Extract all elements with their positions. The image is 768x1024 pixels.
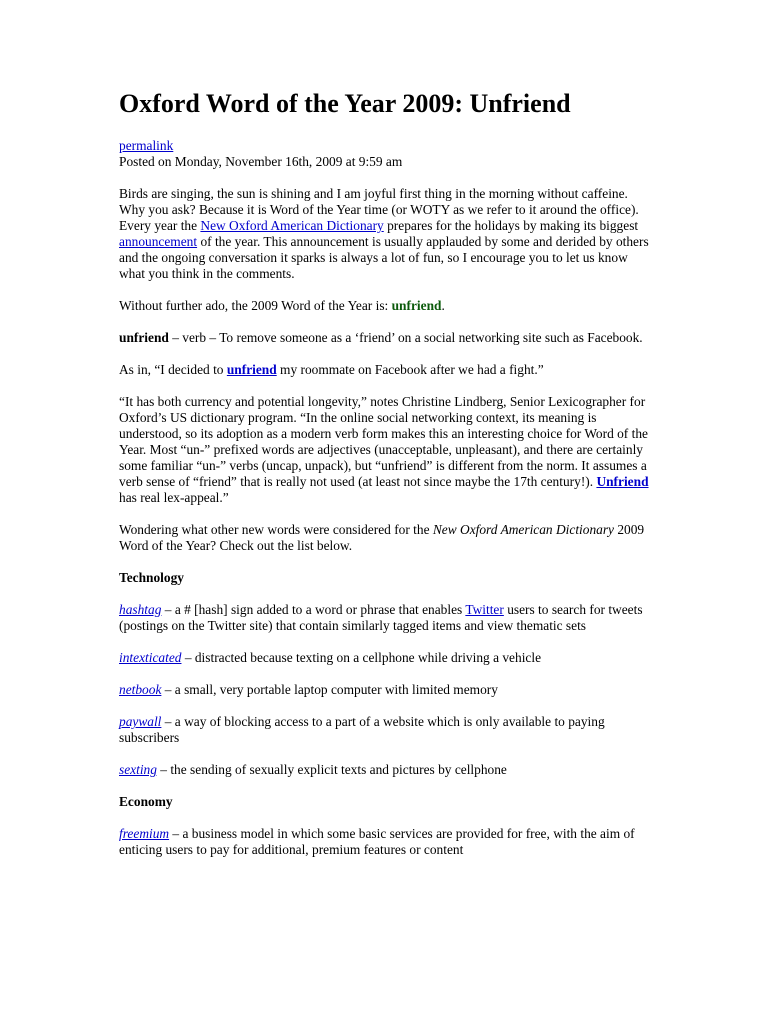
term-definition-tail: users to search for tweets (postings on the Twitter site) that contain similarly tagged items and view thematic sets [119,602,643,633]
wondering-paragraph [119,522,649,554]
article-content [119,88,649,874]
term-link[interactable]: hashtag [119,602,162,617]
term-definition: – a # [hash] sign added to a word or phrase that enables [161,602,466,617]
permalink-link[interactable]: permalink [119,138,174,153]
term-definition: – the sending of sexually explicit texts and pictures by cellphone [156,762,507,777]
term-entry [119,650,649,666]
woty-tail: . [441,298,445,313]
woty-word: unfriend [391,298,442,313]
technology-heading: Technology [119,570,184,585]
economy-heading: Economy [119,794,173,809]
intro-text-2: prepares for the holidays by making its biggest [383,218,639,233]
term-link[interactable]: paywall [119,714,162,729]
announcement-link[interactable]: announcement [119,234,198,249]
term-definition: – distracted because texting on a cellphone while driving a vehicle [181,650,542,665]
definition-paragraph [119,330,649,346]
term-definition: – a way of blocking access to a part of a website which is only available to paying subscribers [119,714,605,745]
intro-text-1: Birds are singing, the sun is shining and I am joyful first thing in the morning without caffeine. Why you ask? Because it is Word of the Year time (or WOTY as we refer to it around the office). Every year the [119,186,639,233]
example-tail: my roommate on Facebook after we had a fight.” [276,362,544,377]
term-entry [119,682,649,698]
intro-paragraph [119,186,649,282]
wondering-lead: Wondering what other new words were considered for the [119,522,433,537]
wondering-tail: 2009 Word of the Year? Check out the list below. [119,522,645,553]
term-entry [119,602,649,634]
unfriend-quote-link[interactable]: Unfriend [596,474,649,489]
term-link[interactable]: freemium [119,826,170,841]
noad-link[interactable]: New Oxford American Dictionary [200,218,384,233]
woty-paragraph [119,298,649,314]
quote-text: “It has both currency and potential longevity,” notes Christine Lindberg, Senior Lexicographer for Oxford’s US dictionary program. “In the online social networking context, its meaning is understood, so its adoption as a modern verb form makes this an interesting choice for Word of the Year. Most “un-” prefixed words are adjectives (unacceptable, unpleasant), and there are certainly some familiar “un-” verbs (uncap, unpack), but “unfriend” is different from the norm. It assumes a verb sense of “friend” that is really not used (at least not since maybe the 17th century!). [119,394,648,489]
definition-word: unfriend [119,330,169,345]
term-link[interactable]: netbook [119,682,162,697]
term-definition: – a business model in which some basic services are provided for free, with the aim of enticing users to pay for additional, premium features or content [119,826,635,857]
term-link[interactable]: sexting [119,762,157,777]
term-entry [119,826,649,858]
twitter-link[interactable]: Twitter [465,602,504,617]
article-title: Oxford Word of the Year 2009: Unfriend [119,89,571,118]
post-meta [119,138,649,170]
woty-lead: Without further ado, the 2009 Word of the Year is: [119,298,392,313]
term-entry [119,714,649,746]
term-entry [119,762,649,778]
posted-date: Posted on Monday, November 16th, 2009 at 9:59 am [119,154,403,169]
unfriend-link[interactable]: unfriend [226,362,277,377]
noad-title: New Oxford American Dictionary [432,522,614,537]
term-link[interactable]: intexticated [119,650,182,665]
example-lead: As in, “I decided to [119,362,227,377]
term-definition: – a small, very portable laptop computer with limited memory [161,682,498,697]
quote-paragraph [119,394,649,506]
definition-text: – verb – To remove someone as a ‘friend’ on a social networking site such as Facebook. [168,330,643,345]
quote-tail: has real lex-appeal.” [119,490,229,505]
intro-text-3: of the year. This announcement is usually applauded by some and derided by others and the ongoing conversation it sparks is always a lot of fun, so I encourage you to let us know what you think in the comments. [119,234,649,281]
example-paragraph [119,362,649,378]
